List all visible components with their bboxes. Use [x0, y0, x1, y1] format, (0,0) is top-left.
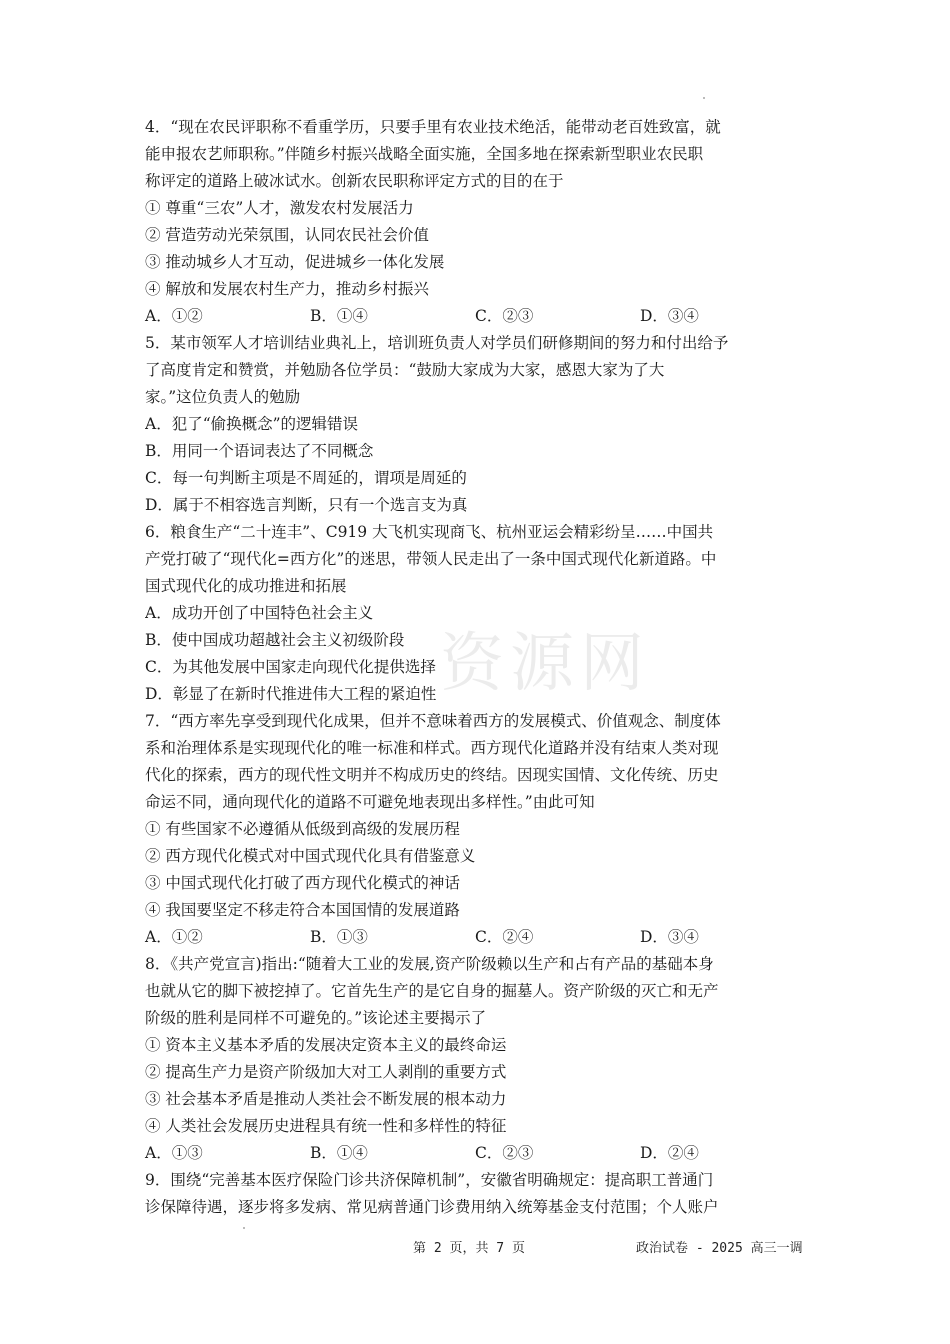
choice-c: C．为其他发展中国家走向现代化提供选择 — [145, 658, 436, 676]
question-4 — [145, 114, 810, 330]
choice-d: D．彰显了在新时代推进伟大工程的紧迫性 — [145, 685, 437, 703]
question-page — [145, 114, 810, 1221]
question-stem-line: 代化的探索，西方的现代性文明并不构成历史的终结。因现实国情、文化传统、历史 — [145, 766, 719, 784]
question-stem-line: 称评定的道路上破冰试水。创新农民职称评定方式的目的在于 — [145, 172, 564, 190]
scan-speck — [243, 1227, 245, 1229]
question-stem-line: 诊保障待遇，逐步将多发病、常见病普通门诊费用纳入统筹基金支付范围；个人账户 — [145, 1198, 719, 1216]
answer-options — [145, 1140, 810, 1167]
question-7 — [145, 708, 810, 951]
answer-options — [145, 303, 810, 330]
statement-item: ① 资本主义基本矛盾的发展决定资本主义的最终命运 — [145, 1036, 507, 1054]
option-d: D．③④ — [640, 307, 699, 325]
option-d: D．②④ — [640, 1144, 699, 1162]
choice-d: D．属于不相容选言判断，只有一个选言支为真 — [145, 496, 468, 514]
option-d: D．③④ — [640, 928, 699, 946]
option-a: A．①③ — [145, 1144, 203, 1162]
option-c: C．②④ — [475, 928, 534, 946]
question-stem-line: 6．粮食生产“二十连丰”、C919 大飞机实现商飞、杭州亚运会精彩纷呈……中国共 — [145, 523, 714, 541]
statement-item: ④ 解放和发展农村生产力，推动乡村振兴 — [145, 280, 429, 298]
statement-item: ③ 推动城乡人才互动，促进城乡一体化发展 — [145, 253, 445, 271]
statement-item: ④ 我国要坚定不移走符合本国国情的发展道路 — [145, 901, 460, 919]
question-stem-line: 7．“西方率先享受到现代化成果，但并不意味着西方的发展模式、价值观念、制度体 — [145, 712, 721, 730]
statement-item: ① 有些国家不必遵循从低级到高级的发展历程 — [145, 820, 460, 838]
option-c: C．②③ — [475, 1144, 534, 1162]
option-b: B．①④ — [310, 1144, 368, 1162]
statement-item: ② 营造劳动光荣氛围，认同农民社会价值 — [145, 226, 429, 244]
question-stem-line: 了高度肯定和赞赏，并勉励各位学员：“鼓励大家成为大家，感恩大家为了大 — [145, 361, 665, 379]
question-stem-line: 也就从它的脚下被挖掉了。它首先生产的是它自身的掘墓人。资产阶级的灭亡和无产 — [145, 982, 719, 1000]
option-a: A．①② — [145, 307, 203, 325]
answer-options — [145, 924, 810, 951]
choice-a: A．犯了“偷换概念”的逻辑错误 — [145, 415, 359, 433]
question-stem-line: 家。”这位负责人的勉励 — [145, 388, 301, 406]
question-8 — [145, 951, 810, 1167]
statement-item: ③ 社会基本矛盾是推动人类社会不断发展的根本动力 — [145, 1090, 507, 1108]
question-stem-line: 产党打破了“现代化=西方化”的迷思，带领人民走出了一条中国式现代化新道路。中 — [145, 550, 717, 568]
question-stem-line: 国式现代化的成功推进和拓展 — [145, 577, 347, 595]
watermark: 资源网 — [440, 627, 650, 701]
option-b: B．①④ — [310, 307, 368, 325]
question-stem-line: 5．某市领军人才培训结业典礼上，培训班负责人对学员们研修期间的努力和付出给予 — [145, 334, 729, 352]
exam-title: 政治试卷 - 2025 高三一调 — [636, 1241, 803, 1256]
question-stem-line: 命运不同，通向现代化的道路不可避免地表现出多样性。”由此可知 — [145, 793, 595, 811]
question-stem-line: 能申报农艺师职称。”伴随乡村振兴战略全面实施，全国多地在探索新型职业农民职 — [145, 145, 704, 163]
option-a: A．①② — [145, 928, 203, 946]
question-stem-line: 4．“现在农民评职称不看重学历，只要手里有农业技术绝活，能带动老百姓致富，就 — [145, 118, 721, 136]
statement-item: ② 西方现代化模式对中国式现代化具有借鉴意义 — [145, 847, 476, 865]
statement-item: ① 尊重“三农”人才，激发农村发展活力 — [145, 199, 414, 217]
question-stem-line: 系和治理体系是实现现代化的唯一标准和样式。西方现代化道路并没有结束人类对现 — [145, 739, 719, 757]
page-number: 第 2 页，共 7 页 — [413, 1241, 525, 1256]
statement-item: ④ 人类社会发展历史进程具有统一性和多样性的特征 — [145, 1117, 507, 1135]
choice-b: B．使中国成功超越社会主义初级阶段 — [145, 631, 405, 649]
scan-speck — [703, 97, 705, 99]
question-5 — [145, 330, 810, 519]
statement-item: ③ 中国式现代化打破了西方现代化模式的神话 — [145, 874, 460, 892]
choice-c: C．每一句判断主项是不周延的，谓项是周延的 — [145, 469, 467, 487]
option-b: B．①③ — [310, 928, 368, 946]
question-stem-line: 8．《共产党宣言)指出:“随着大工业的发展,资产阶级赖以生产和占有产品的基础本身 — [145, 955, 714, 973]
choice-a: A．成功开创了中国特色社会主义 — [145, 604, 374, 622]
question-6 — [145, 519, 810, 708]
statement-item: ② 提高生产力是资产阶级加大对工人剥削的重要方式 — [145, 1063, 507, 1081]
question-9 — [145, 1167, 810, 1221]
question-stem-line: 9．围绕“完善基本医疗保险门诊共济保障机制”，安徽省明确规定：提高职工普通门 — [145, 1171, 714, 1189]
option-c: C．②③ — [475, 307, 534, 325]
question-stem-line: 阶级的胜利是同样不可避免的。”该论述主要揭示了 — [145, 1009, 487, 1027]
choice-b: B．用同一个语词表达了不同概念 — [145, 442, 374, 460]
